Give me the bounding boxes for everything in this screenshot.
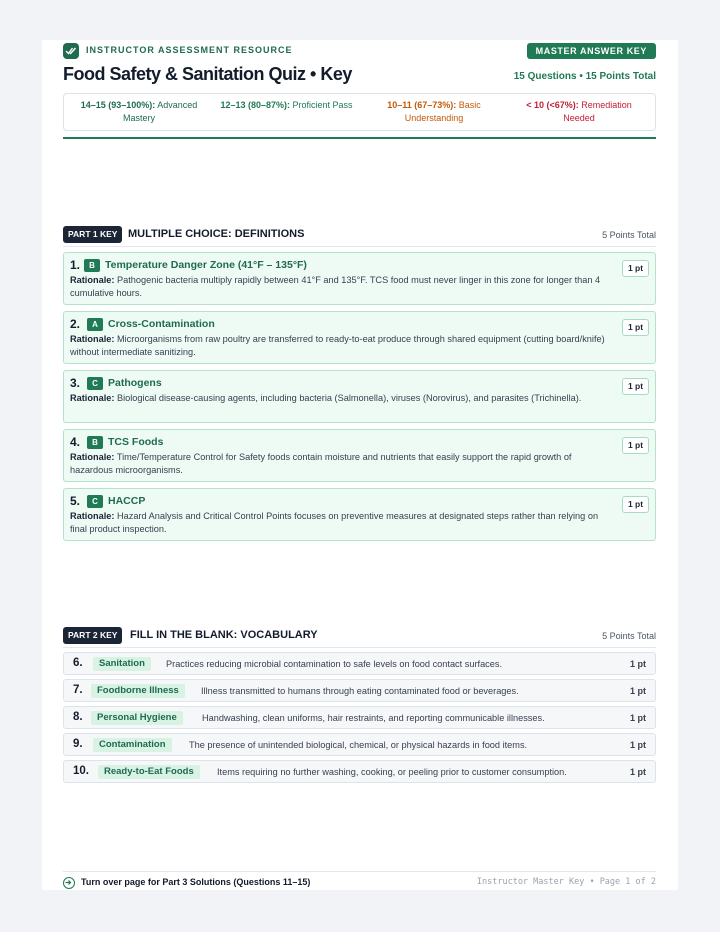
question-number: 8. bbox=[73, 711, 83, 723]
part1-title: MULTIPLE CHOICE: DEFINITIONS bbox=[128, 228, 305, 240]
answer-term: Cross-Contamination bbox=[108, 318, 215, 330]
part1-pill: PART 1 KEY bbox=[63, 226, 122, 243]
turn-over-note: Turn over page for Part 3 Solutions (Questions 11–15) bbox=[81, 877, 311, 887]
part1-divider bbox=[63, 246, 656, 247]
vocab-term: Contamination bbox=[93, 738, 172, 752]
question-number: 9. bbox=[73, 738, 83, 750]
answer-letter: B bbox=[84, 259, 100, 272]
header-divider bbox=[63, 137, 656, 139]
part2-pill: PART 2 KEY bbox=[63, 627, 122, 644]
vocab-term: Ready-to-Eat Foods bbox=[98, 765, 200, 779]
answer-rationale: Rationale: Time/Temperature Control for Safety foods contain moisture and nutrients that easily support the rapid growth of hazardous microorganisms. bbox=[70, 452, 572, 475]
vocab-term: Personal Hygiene bbox=[91, 711, 183, 725]
mc-answer-card bbox=[63, 311, 656, 364]
answer-letter: C bbox=[87, 377, 103, 390]
part1-header bbox=[63, 226, 656, 244]
question-number: 5. bbox=[70, 494, 81, 508]
part2-title: FILL IN THE BLANK: VOCABULARY bbox=[130, 629, 318, 641]
vocab-definition: Illness transmitted to humans through eating contaminated food or beverages. bbox=[201, 686, 519, 696]
points-label: 1 pt bbox=[629, 713, 646, 723]
answer-letter: C bbox=[87, 495, 103, 508]
question-number: 2. bbox=[70, 317, 81, 331]
vocab-row bbox=[63, 652, 656, 675]
points-badge: 1 pt bbox=[622, 496, 649, 513]
points-label: 1 pt bbox=[629, 740, 646, 750]
part1-points: 5 Points Total bbox=[602, 230, 656, 240]
answer-rationale: Rationale: Hazard Analysis and Critical Control Points focuses on preventive measures at designated steps rather than relying on final product inspection. bbox=[70, 511, 599, 534]
answer-rationale: Rationale: Biological disease-causing agents, including bacteria (Salmonella), viruses (Norovirus), and parasites (Trichinella). bbox=[70, 393, 582, 403]
answer-letter: A bbox=[87, 318, 103, 331]
vocab-definition: The presence of unintended biological, chemical, or physical hazards in food items. bbox=[189, 740, 528, 750]
answer-term: Temperature Danger Zone (41°F – 135°F) bbox=[105, 259, 307, 271]
vocab-definition: Practices reducing microbial contamination to safe levels on food contact surfaces. bbox=[166, 659, 503, 669]
question-number: 1. bbox=[70, 258, 81, 272]
grading-scale bbox=[63, 93, 656, 131]
mc-answer-card bbox=[63, 429, 656, 482]
master-key-badge: MASTER ANSWER KEY bbox=[527, 43, 656, 59]
question-number: 3. bbox=[70, 376, 81, 390]
page-indicator: Instructor Master Key • Page 1 of 2 bbox=[476, 877, 656, 887]
vocab-term: Foodborne Illness bbox=[91, 684, 185, 698]
points-label: 1 pt bbox=[629, 686, 646, 696]
points-badge: 1 pt bbox=[622, 378, 649, 395]
mc-answer-card bbox=[63, 488, 656, 541]
vocab-row bbox=[63, 706, 656, 729]
answer-term: TCS Foods bbox=[108, 436, 164, 448]
mc-answer-card bbox=[63, 252, 656, 305]
footer-divider bbox=[63, 871, 656, 872]
question-number: 7. bbox=[73, 684, 83, 696]
answer-rationale: Rationale: Pathogenic bacteria multiply rapidly between 41°F and 135°F. TCS food must never linger in this zone for longer than 4 cumulative hours. bbox=[70, 275, 601, 298]
answer-term: Pathogens bbox=[108, 377, 162, 389]
scale-advanced: 14–15 (93–100%): Advanced Mastery bbox=[80, 100, 198, 123]
scale-basic: 10–11 (67–73%): Basic Understanding bbox=[387, 100, 481, 123]
answer-key-page bbox=[42, 40, 678, 890]
vocab-definition: Items requiring no further washing, cooking, or peeling prior to customer consumption. bbox=[217, 767, 567, 777]
scale-proficient: 12–13 (80–87%): Proficient Pass bbox=[220, 100, 353, 110]
part2-divider bbox=[63, 647, 656, 648]
points-label: 1 pt bbox=[629, 659, 646, 669]
question-number: 6. bbox=[73, 657, 83, 669]
mc-answer-card bbox=[63, 370, 656, 423]
points-label: 1 pt bbox=[629, 767, 646, 777]
eyebrow-label: INSTRUCTOR ASSESSMENT RESOURCE bbox=[86, 45, 293, 55]
vocab-term: Sanitation bbox=[93, 657, 151, 671]
points-badge: 1 pt bbox=[622, 319, 649, 336]
vocab-definition: Handwashing, clean uniforms, hair restraints, and reporting communicable illnesses. bbox=[202, 713, 545, 723]
question-number: 10. bbox=[73, 765, 89, 777]
part2-points: 5 Points Total bbox=[602, 631, 656, 641]
answer-letter: B bbox=[87, 436, 103, 449]
vocab-row bbox=[63, 679, 656, 702]
vocab-row bbox=[63, 760, 656, 783]
points-badge: 1 pt bbox=[622, 437, 649, 454]
scale-remediation: < 10 (<67%): Remediation Needed bbox=[526, 100, 632, 123]
page-title: Food Safety & Sanitation Quiz • Key bbox=[63, 64, 352, 84]
answer-rationale: Rationale: Microorganisms from raw poultry are transferred to ready-to-eat produce through shared equipment (cutting board/knife) without intermediate sanitizing. bbox=[70, 334, 605, 357]
header-top bbox=[63, 43, 656, 61]
quiz-summary: 15 Questions • 15 Points Total bbox=[513, 71, 656, 82]
question-number: 4. bbox=[70, 435, 81, 449]
arrow-right-circle-icon bbox=[63, 877, 75, 889]
part2-header bbox=[63, 627, 656, 645]
points-badge: 1 pt bbox=[622, 260, 649, 277]
vocab-row bbox=[63, 733, 656, 756]
double-check-icon bbox=[63, 43, 79, 59]
answer-term: HACCP bbox=[108, 495, 146, 507]
